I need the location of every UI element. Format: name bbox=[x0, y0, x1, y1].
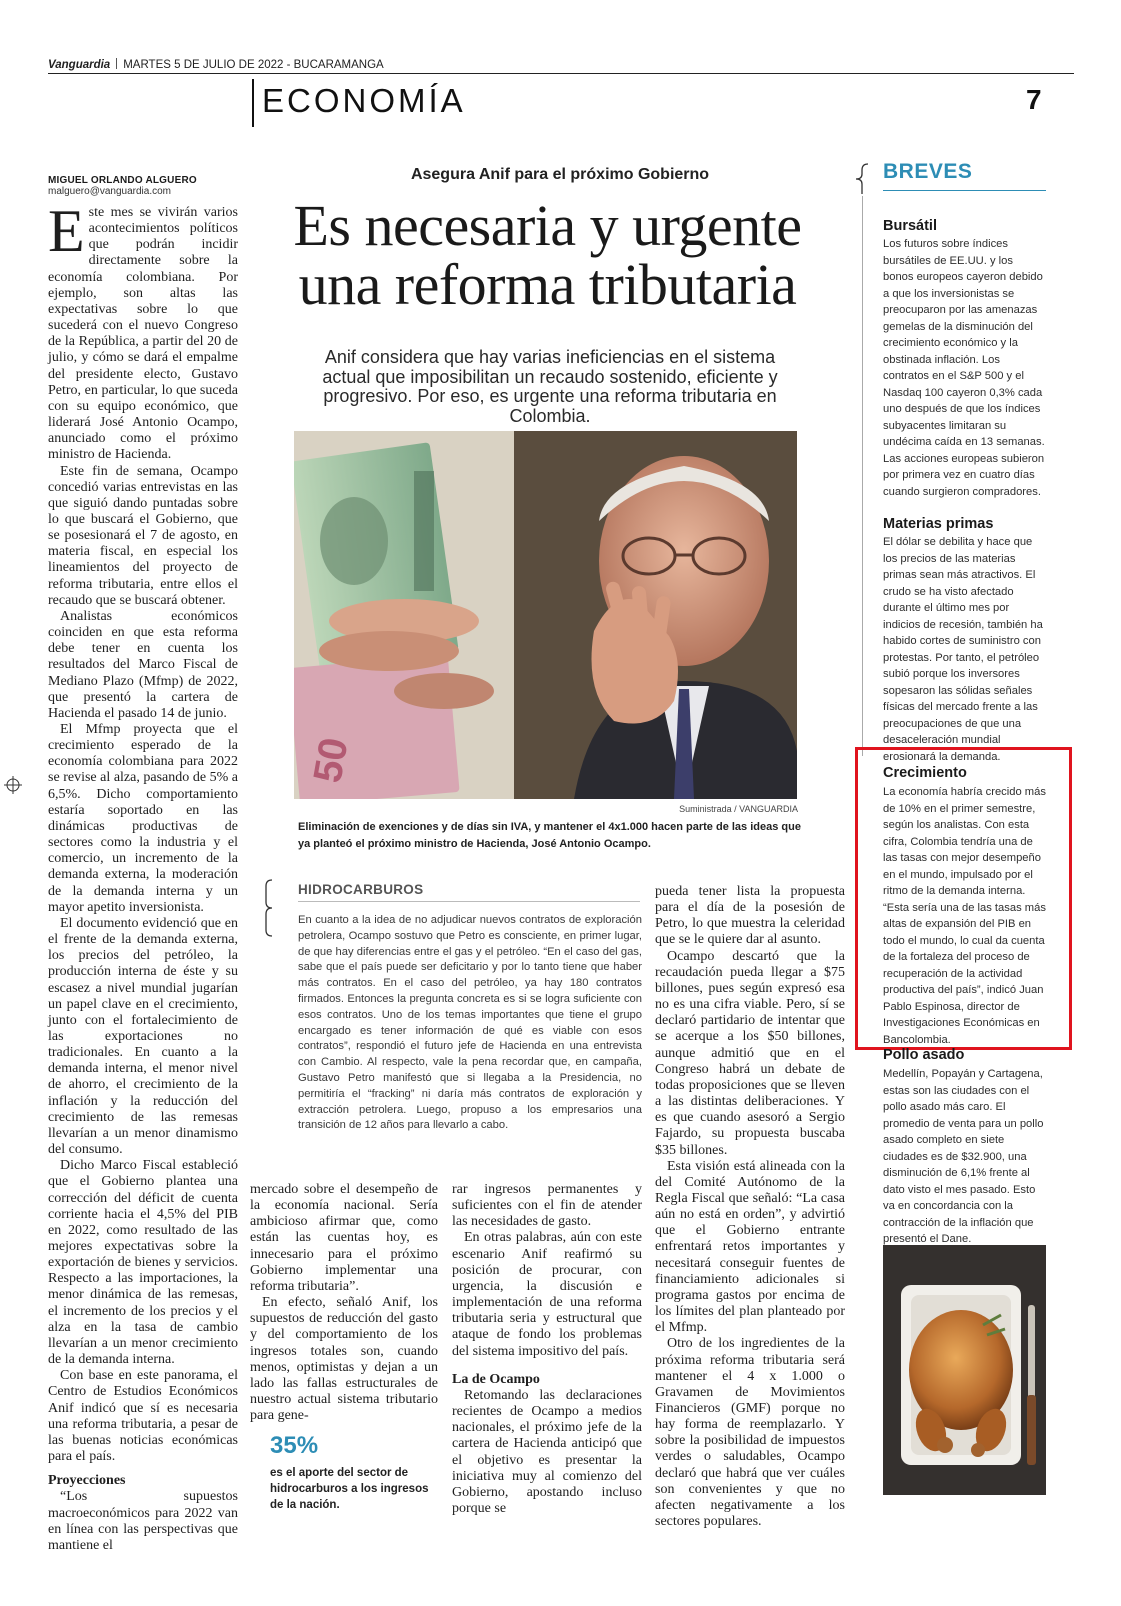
article-paragraph: Esta visión está alineada con la del Comité Autónomo de la Regla Fiscal que señaló: “La casa aún no está en orden”, y advirtió que el Gobierno entrante enfrentará retos importantes y necesitará conseguir fuentes de financiamiento adicionales si programa gastos por encima de los límites del plan planteado por el Mfmp. bbox=[655, 1158, 845, 1336]
sidebar-box-rule bbox=[298, 901, 640, 902]
article-paragraph: Analistas económicos coinciden en que esta reforma debe tener en cuenta los resultados del Marco Fiscal de Mediano Plazo (Mfmp) de 2022, que presentó la cartera de Hacienda el pasado 14 de junio. bbox=[48, 608, 238, 721]
brief-body-materias-primas: El dólar se debilita y hace que los precios de las materias primas sean más atractivos. El crudo se ha visto afectado durante el último mes por indicios de recesión, también ha habido cortes de suministro con protestas. Por tanto, el petróleo subió porque los inversores sopesaron las sólidas señales físicas del mercado frente a las preocupaciones de que una desaceleración mundial erosionará la demanda. bbox=[883, 536, 1043, 763]
photo-illustration bbox=[294, 431, 797, 799]
brief-title-materias-primas: Materias primas bbox=[883, 516, 994, 532]
brief-body-crecimiento: La economía habría crecido más de 10% en el primer semestre, según los analistas. Con esta cifra, Colombia tendría una de las tasas con mejor desempeño en el mundo, impulsado por el ritmo de la demanda interna. “Esta sería una de las tasas más altas de expansión del PIB en todo el mundo, lo cual da cuenta de la fortaleza del proceso de recuperación de la actividad productiva del país”, indicó Juan Pablo Espinosa, director de Investigaciones Económicas en Bancolombia. bbox=[883, 786, 1046, 1046]
breves-title: BREVES bbox=[883, 160, 973, 183]
article-column-mid-2 bbox=[452, 1182, 642, 1517]
author-byline bbox=[48, 175, 248, 197]
article-paragraph: Retomando las declaraciones recientes de Ocampo a medios nacionales, el próximo jefe de la cartera de Hacienda anticipó que el objetivo es presentar la iniciativa muy al comienzo del Gobierno, apostando incluso porque se bbox=[452, 1387, 642, 1516]
masthead-separator bbox=[116, 58, 117, 69]
author-name: MIGUEL ORLANDO ALGUERO bbox=[48, 175, 197, 186]
drop-cap: E bbox=[48, 198, 85, 264]
article-headline: Es necesaria y urgente una reforma tributaria bbox=[293, 193, 802, 317]
section-divider bbox=[252, 79, 254, 127]
article-paragraph: El documento evidenció que en el frente de la demanda externa, los precios del petróleo, la producción interna de éste y su escasez a nivel mundial jugarían un papel clave en el crecimiento, junto con el fortalecimiento de las exportaciones no tradicionales. En cuanto a la demanda interna, el menor nivel de ahorro, el crecimiento de la inflación y la reducción del crecimiento de las remesas llevarían a un menor dinamismo del consumo. bbox=[48, 915, 238, 1158]
article-paragraph: Este mes se vivirán varios acontecimientos políticos que podrán incidir directamente sobre la economía colombiana. Por ejemplo, son altas las expectativas sobre lo que sucederá con el nuevo Congreso de la República, a partir del 20 de julio, y cómo se dará el empalme del presidente electo, Gustavo Petro, en particular, lo que suceda con su equipo económico, que liderará José Antonio Ocampo, anunciado como el próximo ministro de Hacienda. bbox=[48, 198, 238, 463]
subhead-proyecciones: Proyecciones bbox=[48, 1473, 126, 1489]
page-number: 7 bbox=[1026, 84, 1042, 115]
roast-chicken-icon bbox=[883, 1245, 1046, 1495]
brief-body-pollo-asado: Medellín, Popayán y Cartagena, estas son las ciudades con el pollo asado más caro. El promedio de venta para un pollo asado completo en siete ciudades es de $32.900, una disminución de 6,1% frente al dato visto el mes pasado. Esto va en concordancia con la contracción de la inflación que presentó el Dane. bbox=[883, 1068, 1044, 1245]
article-paragraph: El Mfmp proyecta que el crecimiento esperado de la economía colombiana para 2022 se revise al alza, pasando de 5% a 6,5%. Dicho comportamiento estaría soportado en las dinámicas productivas de sectores como la industria y el comercio, un incremento de la demanda externa, la moderación de la demanda interna y un mayor apetito inversionista. bbox=[48, 722, 238, 915]
article-paragraph: En efecto, señaló Anif, los supuestos de reducción del gasto y del comportamiento de los ingresos totales son, cuando menos, optimistas y dejan a un lado las fallas estructurales de nuestro actual sistema tributario para gene- bbox=[250, 1295, 438, 1424]
chevron-bracket-icon bbox=[262, 878, 282, 938]
brief-title-crecimiento: Crecimiento bbox=[883, 765, 967, 781]
person-photo bbox=[514, 431, 797, 799]
breves-vertical-rule bbox=[862, 196, 863, 756]
article-paragraph: Otro de los ingredientes de la próxima reforma tributaria será mantener el 4 x 1.000 o Gravamen de Movimientos Financieros (GMF) porque no hay forma de reemplazarlo. Y sobre la posibilidad de impuestos verdes o saludables, Ocampo declaró que habrá que ver cuáles son convenientes y que no afecten negativamente a los sectores populares. bbox=[655, 1336, 845, 1530]
brief-title-pollo-asado: Pollo asado bbox=[883, 1047, 965, 1063]
photo-credit: Suministrada / VANGUARDIA bbox=[679, 804, 798, 814]
subhead-la-de-ocampo: La de Ocampo bbox=[452, 1371, 540, 1387]
article-paragraph: Este fin de semana, Ocampo concedió varias entrevistas en las que siguió dando puntadas sobre lo que buscará el Gobierno, que se posesionará el 7 de agosto, en materia fiscal, en especial los lineamientos del proyecto de reforma tributaria, entre ellos el recaudo que se buscará obtener. bbox=[48, 463, 238, 608]
article-paragraph: rar ingresos permanentes y suficientes con el fin de atender las necesidades de gasto. bbox=[452, 1182, 642, 1230]
article-paragraph: Dicho Marco Fiscal estableció que el Gobierno plantea una corrección del déficit de cuenta corriente hacia el 4,5% del PIB en 2022, como resultado de las mejores expectativas sobre la exportación de bienes y servicios. Respecto a las importaciones, la menor dinámica de las remesas, el incremento de los precios y el alza en la tasa de cambio llevarían a un menor crecimiento de la demanda interna. bbox=[48, 1158, 238, 1368]
brief-title-bursatil: Bursátil bbox=[883, 218, 937, 234]
article-column-left bbox=[48, 198, 238, 1554]
photo-caption: Eliminación de exenciones y de días sin IVA, y mantener el 4x1.000 hacen parte de las ideas que ya planteó el próximo ministro de Hacienda, José Antonio Ocampo. bbox=[298, 821, 801, 850]
breves-rule bbox=[883, 190, 1046, 191]
stat-text: es el aporte del sector de hidrocarburos a los ingresos de la nación. bbox=[270, 1467, 429, 1511]
article-paragraph: Ocampo descartó que la recaudación pueda llegar a $75 billones, pues según expresó esa no es una cifra viable. Pero, sí se declaró partidario de intentar que se acerque a los $50 billones, aunque admitió que en el Congreso habrá un debate de todas proposiciones que se lleven a las distintas deliberaciones. Y es que cuando asesoró a Sergio Fajardo, su propuesta buscaba $35 billones. bbox=[655, 948, 845, 1158]
article-column-mid-1 bbox=[250, 1182, 438, 1424]
brand-name: Vanguardia bbox=[48, 59, 111, 71]
article-column-mid-3 bbox=[655, 884, 845, 1530]
article-paragraph: En otras palabras, aún con este escenario Anif reafirmó su posición de procurar, con urgencia, la discusión e implementación de una reforma tributaria seria y estructural que ataque de fondo los problemas del sistema impositivo del país. bbox=[452, 1230, 642, 1359]
dateline: MARTES 5 DE JULIO DE 2022 - BUCARAMANGA bbox=[123, 59, 384, 71]
author-email[interactable]: malguero@vanguardia.com bbox=[48, 186, 171, 197]
top-rule bbox=[48, 73, 1074, 74]
section-title: ECONOMÍA bbox=[262, 82, 466, 119]
highlight-box bbox=[855, 747, 1072, 1050]
brief-body-bursatil: Los futuros sobre índices bursátiles de EE.UU. y los bonos europeos cayeron debido a que los inversionistas se preocuparon por las amenazas gemelas de la disminución del crecimiento económico y la obstinada inflación. Los contratos en el S&P 500 y el Nasdaq 100 cayeron 0,3% cada uno después de que los índices subyacentes limitaran su undécima caída en 13 semanas. Las acciones europeas subieron por primera vez en cuatro días cuando surgieron compradores. bbox=[883, 238, 1045, 498]
svg-text:50: 50 bbox=[305, 734, 357, 786]
sidebar-box-title: HIDROCARBUROS bbox=[298, 882, 424, 897]
stat-number: 35% bbox=[270, 1432, 319, 1459]
article-paragraph: Con base en este panorama, el Centro de Estudios Económicos Anif indicó que sí es necesaria una reforma tributaria, a pesar de las buenas noticias económicas para el país. bbox=[48, 1368, 238, 1465]
sidebar-box-text: En cuanto a la idea de no adjudicar nuevos contratos de exploración petrolera, Ocampo sostuvo que Petro es consciente, en primer lugar, de que hay diferencias entre el gas y el petróleo. “En el caso del gas, sabe que el país puede ser deficitario y por lo tanto tiene que haber más contratos. En el caso del petróleo, ya hay 180 contratos firmados. Entonces la pregunta concreta es si se logra suficiente con esos contratos. Uno de los temas importantes que tiene el grupo encargado es tener información de qué es viable con esos contratos”, respondió el futuro jefe de Hacienda en una entrevista con Cambio. Al respecto, vale la pena recordar que, en campaña, Gustavo Petro manifestó que si llegaba a la Presidencia, no permitiría el “fracking” ni daría más contratos de exploración y extracción petrolera. Luego, propuso a los empresarios una transición de 12 años para llevarlo a cabo. bbox=[298, 914, 642, 1132]
article-paragraph: “Los supuestos macroeconómicos para 2022 van en línea con las perspectivas que mantiene el bbox=[48, 1489, 238, 1553]
article-photo bbox=[294, 431, 797, 799]
article-deck: Anif considera que hay varias ineficiencias en el sistema actual que imposibilitan un recaudo sostenido, eficiente y progresivo. Por eso, es urgente una reforma tributaria en Colombia. bbox=[322, 347, 778, 426]
article-paragraph: pueda tener lista la propuesta para el día de la posesión de Petro, lo que muestra la celeridad que se le quiere dar al asunto. bbox=[655, 884, 845, 948]
article-paragraph: mercado sobre el desempeño de la economía nacional. Sería ambicioso afirmar que, como están las cuentas hoy, es innecesario para el próximo Gobierno implementar una reforma tributaria”. bbox=[250, 1182, 438, 1294]
roast-chicken-photo bbox=[883, 1245, 1046, 1495]
registration-mark-icon bbox=[4, 776, 22, 794]
masthead bbox=[48, 58, 384, 71]
chevron-bracket-icon bbox=[850, 162, 876, 196]
article-kicker: Asegura Anif para el próximo Gobierno bbox=[410, 166, 710, 183]
